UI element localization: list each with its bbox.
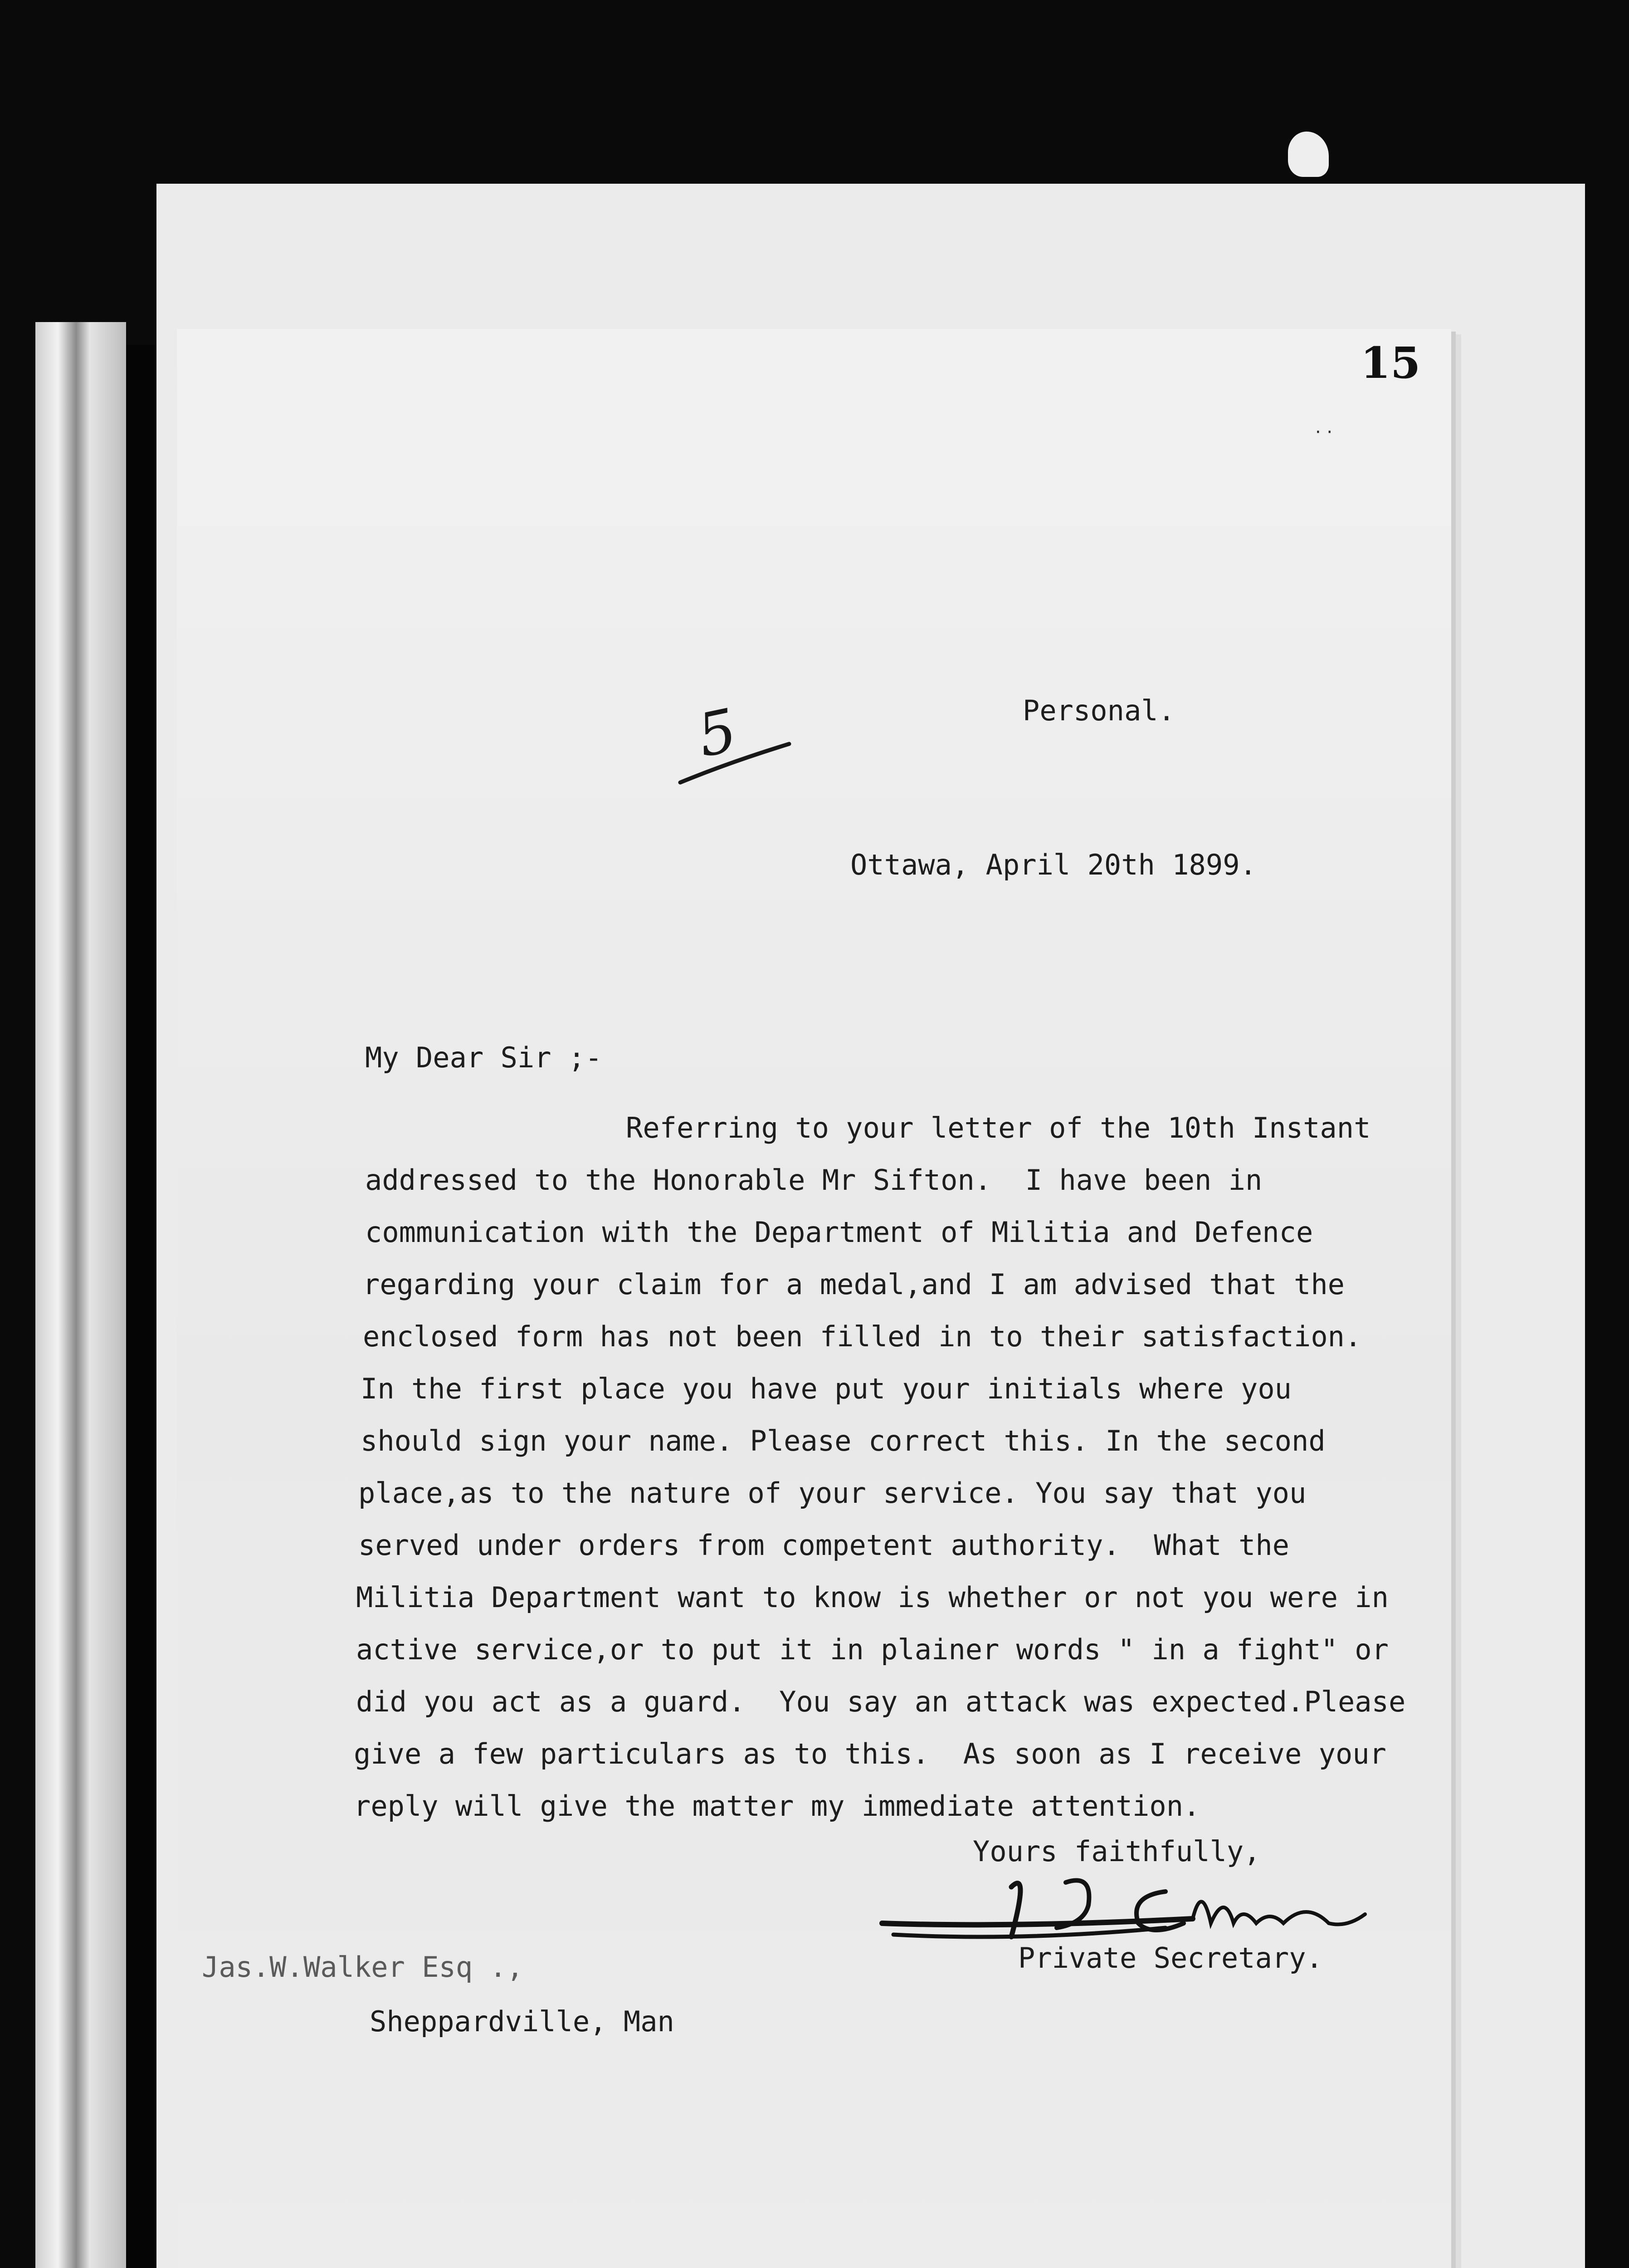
signer-title: Private Secretary. — [1018, 1941, 1323, 1975]
addressee-name: Jas.W.Walker Esq ., — [202, 1950, 524, 1984]
body-line: active service,or to put it in plainer words " in a fight" or — [356, 1633, 1389, 1666]
valediction: Yours faithfully, — [973, 1835, 1261, 1868]
personal-label: Personal. — [1023, 694, 1175, 727]
body-line: did you act as a guard. You say an attack was expected.Please — [356, 1685, 1406, 1718]
page-number: 15 — [1361, 338, 1421, 388]
body-line: place,as to the nature of your service. You say that you — [358, 1476, 1307, 1510]
handwritten-underline — [676, 735, 794, 789]
dateline: Ottawa, April 20th 1899. — [850, 848, 1257, 881]
film-edge-strip — [35, 322, 126, 2268]
ink-specks: · · — [1315, 422, 1333, 443]
body-line: Militia Department want to know is whether or not you were in — [356, 1581, 1389, 1614]
handwritten-mark: 5 — [692, 695, 743, 771]
body-line: served under orders from competent authority. What the — [358, 1529, 1289, 1562]
body-line: regarding your claim for a medal,and I am advised that the — [363, 1268, 1345, 1301]
body-line: enclosed form has not been filled in to their satisfaction. — [363, 1320, 1362, 1353]
body-line: addressed to the Honorable Mr Sifton. I have been in — [365, 1163, 1263, 1197]
letter-body — [354, 1093, 1406, 1842]
body-line: In the first place you have put your initials where you — [361, 1372, 1292, 1405]
body-line: should sign your name. Please correct this. In the second — [361, 1424, 1326, 1457]
body-line: communication with the Department of Militia and Defence — [365, 1216, 1313, 1249]
body-line: reply will give the matter my immediate attention. — [354, 1789, 1200, 1823]
addressee-place: Sheppardville, Man — [370, 2005, 674, 2038]
body-line: give a few particulars as to this. As soon as I receive your — [354, 1737, 1386, 1770]
salutation: My Dear Sir ;- — [365, 1041, 602, 1074]
paper-clip-tab — [1288, 132, 1329, 177]
body-line: Referring to your letter of the 10th Instant — [626, 1111, 1371, 1144]
